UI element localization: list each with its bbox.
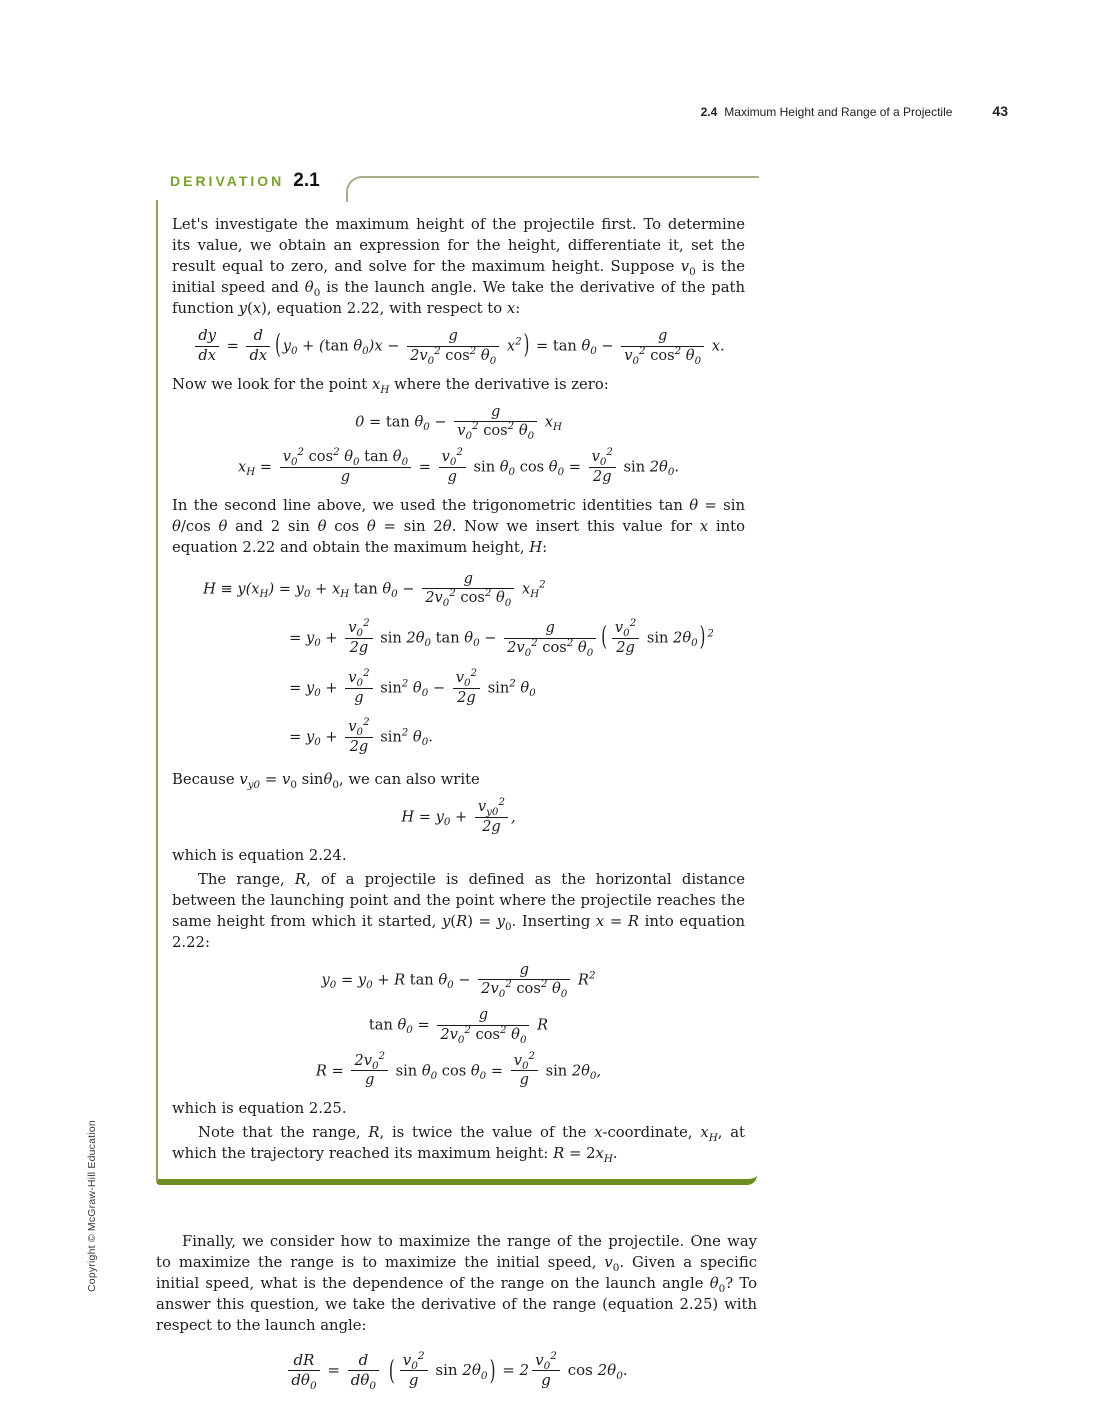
equation-max-height-block bbox=[203, 571, 714, 756]
para-equation-2-25: which is equation 2.25. bbox=[172, 1100, 347, 1118]
equation-h-line-2: = $y_0$ + $\frac{v_0^2}{2g}$ $\sin 2\theta_0$ $\tan \theta_0$ − $\frac{g}{2v_0^2 \cos^2 \theta_0}$ ( $\frac{v_0^2}{2g}$ $\sin 2\theta_0$ ) $^2$ bbox=[289, 618, 714, 659]
equation-h-line-4: = $y_0$ + $\frac{v_0^2}{2g}$ $\sin^2 \theta_0$. bbox=[289, 717, 433, 756]
derivation-number: 2.1 bbox=[293, 170, 320, 191]
equation-range-tan: $\tan \theta_0$ = $\frac{g}{2v_0^2 \cos^2 \theta_0}$ R bbox=[368, 1006, 549, 1046]
main-content-column bbox=[156, 170, 757, 1399]
page-number: 43 bbox=[992, 103, 1008, 119]
equation-h-line-1: $H \equiv y(x_H) = y_0 + x_H$ $\tan \theta_0$ − $\frac{g}{2v_0^2 \cos^2 \theta_0}$ $x_H^2$ bbox=[203, 569, 546, 610]
equation-h-compact: $H = y_0$ + $\frac{v_{y0}^2}{2g}$ , bbox=[401, 797, 516, 835]
para-intro: Let's investigate the maximum height of the projectile first. To determine its value, we obtain an expression for the height, differentiate it, set the result equal to zero, and solve for the maximum height. Suppose $v_0$ is the initial speed and $\theta_0$ is the launch angle. We take the derivative of the path function y(x), equation 2.22, with respect to x: bbox=[172, 216, 745, 317]
equation-range-r: R = $\frac{2v_0^2}{g}$ $\sin \theta_0$ $\cos \theta_0$ = $\frac{v_0^2}{g}$ $\sin 2\theta_0$, bbox=[315, 1050, 602, 1089]
tab-curve-decoration bbox=[346, 176, 759, 202]
section-number: 2.4 bbox=[700, 105, 718, 119]
para-equation-2-24: which is equation 2.24. bbox=[172, 846, 347, 864]
derivation-label: DERIVATION bbox=[170, 173, 285, 189]
para-range-definition: The range, R, of a projectile is defined as the horizontal distance between the launching point and the point where the projectile reaches the same height from which it started, $y(R) = y_0$. Inserting x = R into equation 2.22: bbox=[172, 870, 746, 951]
derivation-box bbox=[156, 200, 757, 1185]
equation-path-derivative: $\frac{dy}{dx}$ = $\frac{d}{dx}$ ( $y_0 + (\tan$ $\theta_0)x$ − $\frac{g}{2v_0^2 \cos^2 \theta_0}$ $x^2$ ) = $\tan \theta_0$ − $\frac{g}{v_0^2 \cos^2 \theta_0}$ x. bbox=[172, 328, 745, 365]
para-trig-identities: In the second line above, we used the trigonometric identities tan θ = sin θ/cos θ and 2 sin θ cos θ = sin 2θ. Now we insert this value for x into equation 2.22 and obtain the maximum height, H: bbox=[172, 496, 745, 556]
para-because-vy0: Because $v_{y0} = v_0$ sinθ$_0$, we can also write bbox=[172, 770, 480, 791]
running-head bbox=[701, 103, 1008, 119]
equation-range-derivative: $\frac{dR}{d\theta_0}$ = $\frac{d}{d\theta_0}$ ( $\frac{v_0^2}{g}$ $\sin 2\theta_0$ ) = 2 $\frac{v_0^2}{g}$ $\cos 2\theta_0$. bbox=[156, 1352, 757, 1390]
copyright-sidebar: Copyright © McGraw-Hill Education bbox=[86, 1120, 98, 1292]
equation-x-h: $x_H$ = $\frac{v_0^2 \cos^2 \theta_0 \tan \theta_0}{g}$ = $\frac{v_0^2}{g}$ $\sin \theta_0$ $\cos \theta_0$ = $\frac{v_0^2}{2g}$ $\sin 2\theta_0$. bbox=[238, 447, 679, 485]
para-finally: Finally, we consider how to maximize the range of the projectile. One way to maximize the range is to maximize the initial speed, $v_0$. Given a specific initial speed, what is the dependence of the range on the launch angle $\theta_0$? To answer this question, we take the derivative of the range (equation 2.25) with respect to the launch angle: bbox=[156, 1233, 757, 1335]
equation-zero-point: $0 = \tan \theta_0$ − $\frac{g}{v_0^2 \cos^2 \theta_0}$ $x_H$ bbox=[355, 402, 562, 443]
para-note-range: Note that the range, R, is twice the value of the x-coordinate, $x_H$, at which the trajectory reached its maximum height: $R = 2x_H$. bbox=[172, 1124, 745, 1166]
para-zero-point: Now we look for the point $x_H$ where the derivative is zero: bbox=[172, 375, 609, 396]
equation-range-y0: $y_0 = y_0 + R$ $\tan \theta_0$ − $\frac{g}{2v_0^2 \cos^2 \theta_0}$ $R^2$ bbox=[321, 960, 596, 1001]
section-title: Maximum Height and Range of a Projectile bbox=[724, 105, 953, 119]
equation-h-line-3: = $y_0$ + $\frac{v_0^2}{g}$ $\sin^2 \theta_0$ − $\frac{v_0^2}{2g}$ $\sin^2 \theta_0$ bbox=[289, 667, 536, 706]
